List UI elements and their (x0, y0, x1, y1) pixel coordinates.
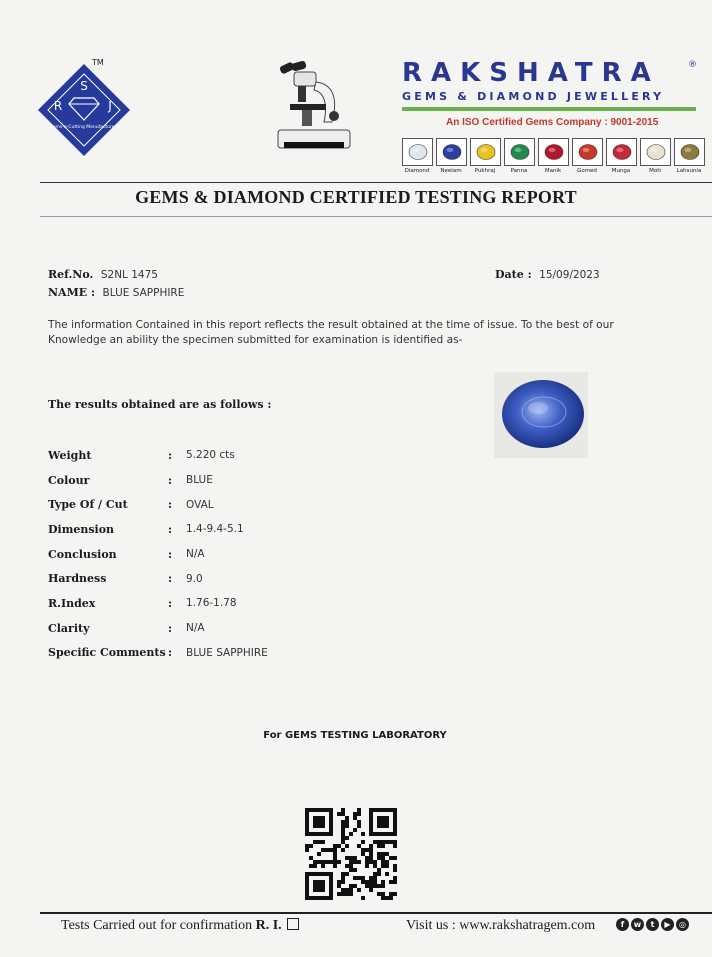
registered-mark: ® (688, 60, 697, 70)
gem-item (538, 138, 568, 174)
result-row (48, 616, 268, 641)
result-label: Dimension (48, 522, 115, 536)
gem-label: Pukhraj (474, 168, 496, 174)
gem-label: Diamond (404, 168, 430, 174)
result-label: Colour (48, 473, 90, 487)
result-label: Conclusion (48, 547, 117, 561)
qr-code-icon (296, 808, 406, 900)
result-value: 1.76-1.78 (186, 597, 237, 610)
logo-letter-j: J (108, 99, 112, 113)
gem-label: Neelam (440, 168, 462, 174)
gem-swatch-icon (674, 138, 705, 166)
result-colon: : (168, 448, 173, 462)
gem-swatch-icon (504, 138, 535, 166)
result-value: 5.220 cts (186, 449, 235, 462)
gem-item (572, 138, 602, 174)
gem-swatch-icon (572, 138, 603, 166)
gem-swatch-icon (470, 138, 501, 166)
gem-label: Lahsunia (676, 168, 702, 174)
result-label: Weight (48, 448, 92, 462)
report-title: GEMS & DIAMOND CERTIFIED TESTING REPORT (135, 187, 577, 207)
result-label: Clarity (48, 621, 90, 635)
ref-value: S2NL 1475 (100, 269, 158, 281)
result-colon: : (168, 572, 173, 586)
name-value: BLUE SAPPHIRE (102, 287, 185, 299)
result-row (48, 443, 268, 468)
lab-signature-text: For GEMS TESTING LABORATORY (263, 730, 447, 741)
gem-swatch-icon (606, 138, 637, 166)
gem-label: Panna (510, 168, 528, 174)
result-row (48, 591, 268, 616)
result-colon: : (168, 621, 173, 635)
social-icons (616, 918, 689, 931)
report-date (495, 268, 600, 281)
lab-signature-line (0, 730, 712, 741)
result-value: BLUE SAPPHIRE (186, 646, 268, 659)
gem-label: Moti (649, 168, 661, 174)
ref-label: Ref.No. (48, 268, 94, 281)
logo-letter-r: R (53, 99, 63, 113)
result-label: R.Index (48, 596, 96, 610)
header-divider (40, 182, 712, 183)
result-colon: : (168, 646, 173, 660)
gemstone-photo (494, 372, 588, 458)
gem-swatch-icon (640, 138, 671, 166)
gem-item (470, 138, 500, 174)
gem-label: Munga (611, 168, 631, 174)
website-link[interactable]: Visit us : www.rakshatragem.com (406, 918, 596, 933)
brand-block (402, 58, 702, 128)
gem-item (606, 138, 636, 174)
brand-name: RAKSHATRA (402, 58, 660, 88)
gem-swatch-icon (538, 138, 569, 166)
tests-confirmation (61, 918, 299, 934)
footer-divider (40, 912, 712, 914)
gem-label: Gomed (577, 168, 597, 174)
date-label: Date : (495, 268, 532, 281)
iso-certification: An ISO Certified Gems Company : 9001-2015 (446, 117, 659, 128)
gem-label: Manik (544, 168, 562, 174)
trademark-mark: TM (92, 58, 104, 67)
result-colon: : (168, 596, 173, 610)
gem-item (640, 138, 670, 174)
result-value: 9.0 (186, 572, 203, 585)
gem-swatch-icon (436, 138, 467, 166)
result-value: N/A (186, 622, 205, 635)
result-colon: : (168, 522, 173, 536)
brand-divider (402, 107, 696, 111)
logo-caption: Gems-n-Cutting Manufacturers (49, 125, 119, 130)
result-label: Hardness (48, 572, 107, 586)
result-label: Type Of / Cut (48, 498, 128, 512)
date-value: 15/09/2023 (539, 269, 600, 281)
logo-letter-s: S (80, 79, 88, 93)
specimen-name (48, 286, 184, 299)
gem-item (674, 138, 704, 174)
result-row (48, 566, 268, 591)
result-value: OVAL (186, 498, 214, 511)
gem-swatch-icon (402, 138, 433, 166)
result-row (48, 517, 268, 542)
confirmation-checkbox[interactable] (287, 918, 299, 930)
result-row (48, 542, 268, 567)
results-table (48, 443, 268, 665)
results-heading: The results obtained are as follows : (48, 398, 272, 411)
result-row (48, 641, 268, 666)
result-row (48, 492, 268, 517)
instagram-icon[interactable]: ◎ (676, 918, 689, 931)
gem-item (504, 138, 534, 174)
title-divider (40, 216, 712, 217)
gemstone-strip (402, 138, 704, 174)
brand-subtitle: GEMS & DIAMOND JEWELLERY (402, 90, 665, 103)
tests-text: Tests Carried out for confirmation (61, 918, 253, 933)
name-label: NAME : (48, 286, 96, 299)
result-label: Specific Comments (48, 646, 166, 660)
youtube-icon[interactable]: ▶ (661, 918, 674, 931)
result-row (48, 468, 268, 493)
result-value: BLUE (186, 474, 213, 487)
result-value: 1.4-9.4-5.1 (186, 523, 244, 536)
srj-logo-icon (34, 60, 134, 160)
gem-item (402, 138, 432, 174)
reference-number (48, 268, 158, 281)
result-value: N/A (186, 548, 205, 561)
whatsapp-icon[interactable]: w (631, 918, 644, 931)
gem-item (436, 138, 466, 174)
facebook-icon[interactable]: f (616, 918, 629, 931)
result-colon: : (168, 547, 173, 561)
result-colon: : (168, 498, 173, 512)
intro-paragraph: The information Contained in this report reflects the result obtained at the time of issue. To the best of our Knowledge an ability the specimen submitted for examination is identified as- (48, 319, 614, 346)
microscope-icon (272, 60, 362, 155)
result-colon: : (168, 473, 173, 487)
twitter-icon[interactable]: t (646, 918, 659, 931)
tests-method: R. I. (255, 918, 282, 933)
